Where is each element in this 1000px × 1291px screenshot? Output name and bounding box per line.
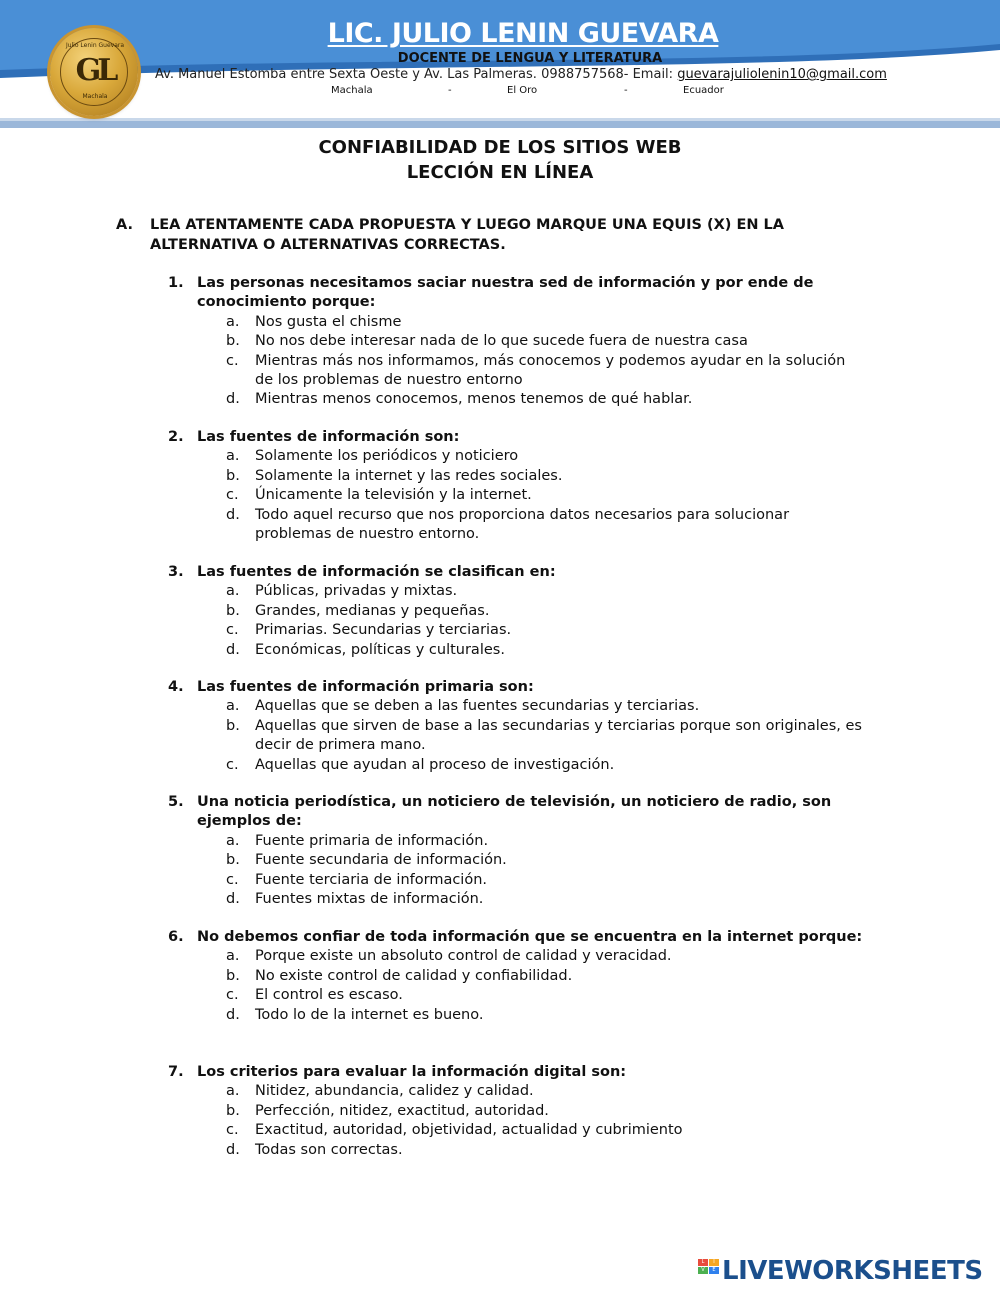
option-letter: a.: [226, 1083, 240, 1100]
question-stem: Las personas necesitamos saciar nuestra sed de información y por ende de conocimiento porque:: [197, 275, 814, 311]
answer-option[interactable]: [226, 947, 868, 966]
answer-option[interactable]: [226, 486, 868, 505]
answer-option[interactable]: [226, 313, 868, 332]
option-letter: a.: [226, 948, 240, 965]
question-6: [168, 928, 868, 1025]
answer-option[interactable]: [226, 1141, 868, 1160]
answer-option[interactable]: [226, 467, 868, 486]
question-3: [168, 563, 868, 660]
option-letter: d.: [226, 1006, 240, 1023]
option-text: Fuente secundaria de información.: [255, 852, 507, 869]
question-4: [168, 678, 868, 775]
answer-option[interactable]: [226, 506, 868, 545]
option-text: Exactitud, autoridad, objetividad, actualidad y cubrimiento: [255, 1122, 683, 1139]
question-stem: Las fuentes de información son:: [197, 429, 460, 445]
answer-option[interactable]: [226, 890, 868, 909]
answer-option[interactable]: [226, 986, 868, 1005]
option-text: Todas son correctas.: [255, 1141, 403, 1158]
liveworksheets-logo[interactable]: [698, 1256, 998, 1286]
option-letter: d.: [226, 506, 240, 523]
answer-option[interactable]: [226, 390, 868, 409]
option-text: Públicas, privadas y mixtas.: [255, 583, 458, 600]
option-letter: a.: [226, 448, 240, 465]
option-text: Primarias. Secundarias y terciarias.: [255, 622, 512, 639]
email-link[interactable]: guevarajuliolenin10@gmail.com: [677, 67, 887, 82]
logo-square: V: [698, 1267, 708, 1274]
option-text: Nos gusta el chisme: [255, 313, 402, 330]
question-stem: Las fuentes de información primaria son:: [197, 679, 534, 695]
document-subtitle: LECCIÓN EN LÍNEA: [406, 162, 594, 183]
option-letter: a.: [226, 583, 240, 600]
country: Ecuador: [683, 85, 724, 96]
option-text: Fuente terciaria de información.: [255, 871, 487, 888]
answer-option[interactable]: [226, 332, 868, 351]
logo-squares-icon: [698, 1259, 720, 1283]
answer-option[interactable]: [226, 756, 868, 775]
option-text: Todo aquel recurso que nos proporciona datos necesarios para solucionar problemas de nuestro entorno.: [255, 506, 790, 543]
question-number: 1.: [168, 275, 184, 291]
option-text: Solamente la internet y las redes sociales.: [255, 467, 563, 484]
contact-line: [155, 67, 887, 82]
option-text: El control es escaso.: [255, 987, 403, 1004]
question-stem: Una noticia periodística, un noticiero de televisión, un noticiero de radio, son ejemplos de:: [197, 794, 832, 830]
option-text: Nitidez, abundancia, calidez y calidad.: [255, 1083, 534, 1100]
option-text: No existe control de calidad y confiabilidad.: [255, 967, 573, 984]
answer-option[interactable]: [226, 447, 868, 466]
logo-square: L: [698, 1259, 708, 1266]
answer-option[interactable]: [226, 1121, 868, 1140]
option-letter: c.: [226, 987, 239, 1004]
question-stem: Las fuentes de información se clasifican en:: [197, 564, 556, 580]
document-title: CONFIABILIDAD DE LOS SITIOS WEB: [318, 137, 682, 158]
question-1: [168, 274, 868, 410]
seal-bottom-text: Machala: [82, 93, 108, 100]
answer-option[interactable]: [226, 641, 868, 660]
option-text: Todo lo de la internet es bueno.: [255, 1006, 484, 1023]
option-letter: b.: [226, 602, 240, 619]
option-text: No nos debe interesar nada de lo que sucede fuera de nuestra casa: [255, 333, 748, 350]
answer-option[interactable]: [226, 621, 868, 640]
answer-option[interactable]: [226, 352, 868, 391]
option-text: Solamente los periódicos y noticiero: [255, 448, 519, 465]
option-letter: b.: [226, 1102, 240, 1119]
answer-option[interactable]: [226, 851, 868, 870]
city: Machala: [331, 85, 373, 96]
answer-option[interactable]: [226, 697, 868, 716]
separator: -: [448, 85, 452, 96]
option-text: Fuentes mixtas de información.: [255, 891, 484, 908]
question-number: 6.: [168, 929, 184, 945]
option-letter: d.: [226, 391, 240, 408]
answer-option[interactable]: [226, 582, 868, 601]
section-label: A.: [116, 217, 133, 233]
option-letter: a.: [226, 313, 240, 330]
brand-text: LIVEWORKSHEETS: [722, 1256, 983, 1286]
option-letter: d.: [226, 1141, 240, 1158]
option-text: Aquellas que se deben a las fuentes secundarias y terciarias.: [255, 698, 700, 715]
address-text: Av. Manuel Estomba entre Sexta Oeste y Av. Las Palmeras. 0988757568- Email:: [155, 67, 678, 82]
answer-option[interactable]: [226, 1102, 868, 1121]
option-letter: c.: [226, 871, 239, 888]
option-letter: b.: [226, 717, 240, 734]
answer-option[interactable]: [226, 717, 868, 756]
logo-square: I: [709, 1259, 719, 1266]
option-letter: c.: [226, 487, 239, 504]
answer-option[interactable]: [226, 832, 868, 851]
answer-option[interactable]: [226, 1006, 868, 1025]
option-letter: b.: [226, 467, 240, 484]
answer-option[interactable]: [226, 1082, 868, 1101]
question-stem: Los criterios para evaluar la información digital son:: [197, 1064, 627, 1080]
answer-option[interactable]: [226, 871, 868, 890]
teacher-name: LIC. JULIO LENIN GUEVARA: [327, 18, 719, 49]
teacher-role: DOCENTE DE LENGUA Y LITERATURA: [397, 51, 663, 66]
option-letter: b.: [226, 852, 240, 869]
seal-monogram: GL: [75, 53, 115, 88]
option-letter: b.: [226, 967, 240, 984]
option-letter: c.: [226, 1122, 239, 1139]
question-2: [168, 428, 868, 544]
seal-top-text: Julio Lenin Guevara: [65, 42, 125, 49]
option-letter: c.: [226, 756, 239, 773]
option-text: Perfección, nitidez, exactitud, autoridad.: [255, 1102, 549, 1119]
option-text: Mientras menos conocemos, menos tenemos de qué hablar.: [255, 391, 693, 408]
option-letter: d.: [226, 641, 240, 658]
question-number: 5.: [168, 794, 184, 810]
question-number: 3.: [168, 564, 184, 580]
option-text: Únicamente la televisión y la internet.: [255, 487, 532, 504]
option-letter: c.: [226, 352, 239, 369]
option-letter: a.: [226, 832, 240, 849]
province: El Oro: [507, 85, 538, 96]
option-text: Mientras más nos informamos, más conocemos y podemos ayudar en la solución de los problemas de nuestro entorno: [255, 352, 846, 389]
question-number: 7.: [168, 1064, 184, 1080]
answer-option[interactable]: [226, 602, 868, 621]
section-text: LEA ATENTAMENTE CADA PROPUESTA Y LUEGO MARQUE UNA EQUIS (X) EN LA ALTERNATIVA O ALTERNATIVAS CORRECTAS.: [150, 217, 785, 253]
question-number: 4.: [168, 679, 184, 695]
answer-option[interactable]: [226, 967, 868, 986]
question-5: [168, 793, 868, 909]
option-letter: d.: [226, 891, 240, 908]
option-letter: b.: [226, 333, 240, 350]
option-text: Aquellas que ayudan al proceso de investigación.: [255, 756, 615, 773]
option-text: Porque existe un absoluto control de calidad y veracidad.: [255, 948, 672, 965]
option-letter: c.: [226, 622, 239, 639]
option-text: Grandes, medianas y pequeñas.: [255, 602, 490, 619]
question-stem: No debemos confiar de toda información que se encuentra en la internet porque:: [197, 929, 863, 945]
option-text: Fuente primaria de información.: [255, 832, 489, 849]
separator: -: [624, 85, 628, 96]
question-7: [168, 1063, 868, 1160]
option-letter: a.: [226, 698, 240, 715]
option-text: Económicas, políticas y culturales.: [255, 641, 505, 658]
logo-square: E: [709, 1267, 719, 1274]
section-instruction: [116, 216, 876, 255]
question-number: 2.: [168, 429, 184, 445]
option-text: Aquellas que sirven de base a las secundarias y terciarias porque son originales, es decir de primera mano.: [255, 717, 862, 754]
